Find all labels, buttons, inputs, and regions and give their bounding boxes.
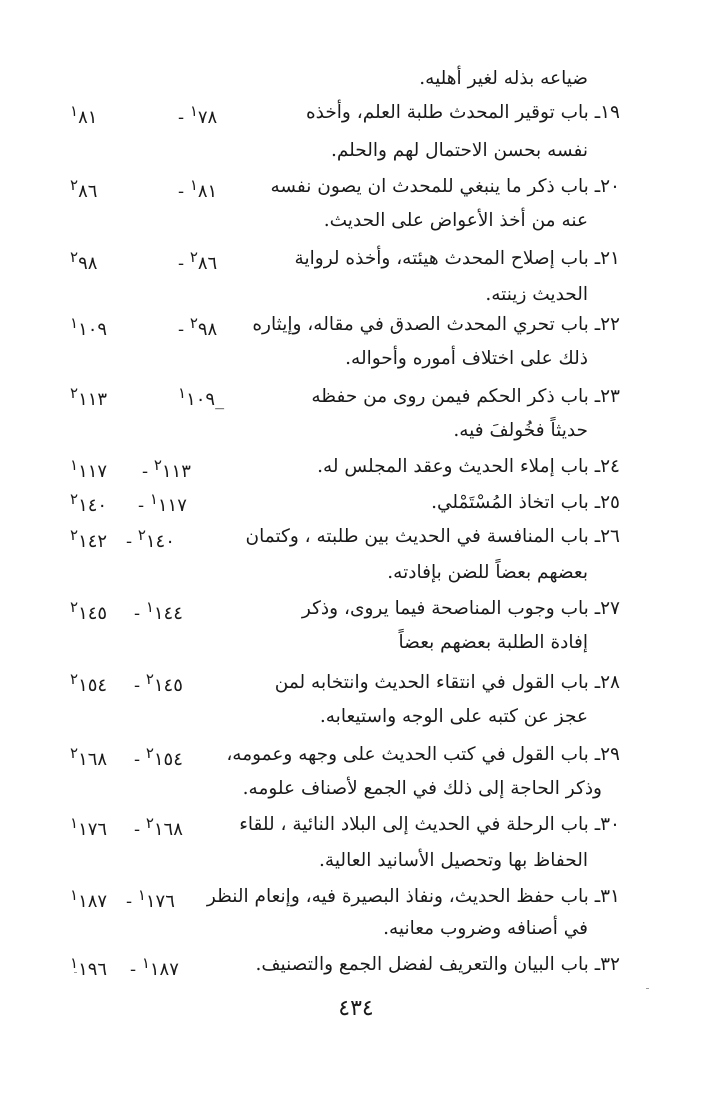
page-mark: ٢ — [70, 384, 79, 402]
entry-continuation: الحفاظ بها وتحصيل الأسانيد العالية. — [319, 850, 588, 871]
entry-pages: $^١$١٧٦ - $^٢$١٦٨ — [70, 814, 183, 840]
page-to: ١٩٦ — [78, 959, 108, 980]
entry-title: ٢٦ـ باب المنافسة في الحديث بين طلبته ، وكتمان — [245, 526, 620, 547]
page-mark: ٢ — [145, 670, 154, 688]
entry-title: ٣٠ـ باب الرحلة في الحديث إلى البلاد النائية ، للقاء — [239, 814, 620, 835]
page-mark: ٢ — [153, 456, 162, 474]
page-from: ١٤٥ — [153, 675, 183, 696]
page-mark: ١ — [137, 886, 146, 904]
entry-title: ٢٢ـ باب تحري المحدث الصدق في مقاله، وإيثاره — [252, 314, 620, 335]
entry-pages: $^٢$١٥٤ - $^٢$١٤٥ — [70, 670, 183, 696]
page-from: ١٧٦ — [145, 891, 175, 912]
entry-title: ٢٣ـ باب ذكر الحكم فيمن روى من حفظه — [311, 386, 620, 407]
entry-continuation: عجز عن كتبه على الوجه واستيعابه. — [319, 706, 588, 727]
entry-continuation: حديثاً فخُولفَ فيه. — [453, 420, 588, 441]
page-to: ١١٣ — [78, 389, 108, 410]
page-mark: ١ — [149, 490, 158, 508]
page-to: ١٤٥ — [78, 603, 108, 624]
entry-pages: $^١$١٩٦ - $^١$١٨٧ — [70, 954, 179, 980]
page-mark: ٢ — [70, 744, 79, 762]
page-mark: ١ — [189, 102, 198, 120]
page-mark: ٢ — [189, 248, 198, 266]
page-mark: ٢ — [137, 526, 146, 544]
page-to: ٨١ — [78, 107, 98, 128]
entry-pages: $^٢$٩٨ - $^٢$٨٦ — [70, 248, 218, 274]
page-mark: ١ — [70, 814, 79, 832]
entry-title: ١٩ـ باب توقير المحدث طلبة العلم، وأخذه — [305, 102, 620, 123]
page-from: ١١٧ — [157, 495, 187, 516]
entry-title: ٣١ـ باب حفظ الحديث، ونفاذ البصيرة فيه، وإنعام النظر — [206, 886, 620, 907]
entry-continuation: ذلك على اختلاف أموره وأحواله. — [345, 348, 588, 369]
page-to: ١٤٢ — [78, 531, 108, 552]
page-mark: ٢ — [70, 176, 79, 194]
page-mark: ١ — [189, 176, 198, 194]
page-from: ١٤٤ — [153, 603, 183, 624]
page-from: ١٨٧ — [149, 959, 179, 980]
page-from: ٨١ — [197, 181, 218, 202]
page-to: ١١٧ — [78, 461, 108, 482]
entry-title: ٢١ـ باب إصلاح المحدث هيئته، وأخذه لرواية — [294, 248, 620, 269]
page-mark: ٢ — [70, 490, 79, 508]
entry-pages: $^٢$٨٦ - $^١$٨١ — [70, 176, 218, 202]
entry-pages: $^٢$١٤٥ - $^١$١٤٤ — [70, 598, 183, 624]
entry-continuation: بعضهم بعضاً للضن بإفادته. — [387, 562, 588, 583]
page-to: ٨٦ — [78, 181, 98, 202]
page-from: ١٦٨ — [153, 819, 183, 840]
entry-title: ٢٠ـ باب ذكر ما ينبغي للمحدث ان يصون نفسه — [270, 176, 620, 197]
page-mark: ٢ — [70, 670, 79, 688]
page-from: ٩٨ — [197, 319, 218, 340]
entry-continuation: نفسه بحسن الاحتمال لهم والحلم. — [330, 140, 588, 161]
page-mark: ٢ — [145, 744, 154, 762]
page-from: ١٤٠ — [145, 531, 175, 552]
page-to: ١٦٨ — [78, 749, 108, 770]
entry-continuation: إفادة الطلبة بعضهم بعضاً — [398, 632, 588, 653]
entry-title: ٢٥ـ باب اتخاذ المُسْتَمْلي. — [431, 492, 620, 513]
page-mark: ١ — [70, 954, 79, 972]
scan-speck — [646, 988, 649, 989]
page-mark: ١ — [141, 954, 150, 972]
entry-continuation: وذكر الحاجة إلى ذلك في الجمع لأصناف علومه. — [242, 778, 602, 799]
page-mark: ١ — [145, 598, 154, 616]
page-number: ٤٣٤ — [338, 996, 374, 1021]
page-mark: ١ — [70, 314, 79, 332]
entry-pages: $^١$١٠٩ - $^٢$٩٨ — [70, 314, 218, 340]
entry-continuation: الحديث زينته. — [485, 284, 588, 305]
page-from: ١١٣ — [161, 461, 191, 482]
page-mark: ٢ — [70, 526, 79, 544]
entry-pages: $^٢$١٦٨ - $^٢$١٥٤ — [70, 744, 183, 770]
entry-continuation: في أصنافه وضروب معانيه. — [383, 918, 588, 939]
entry-pages: $^١$٨١ - $^١$٧٨ — [70, 102, 218, 128]
page-from: ٨٦ — [197, 253, 218, 274]
page-to: ١٥٤ — [78, 675, 108, 696]
page-mark: ٢ — [70, 598, 79, 616]
page-from: ١٥٤ — [153, 749, 183, 770]
page-mark: ٢ — [189, 314, 198, 332]
entry-pages: $^٢$١١٣ $^١$١٠٩_ — [70, 384, 225, 410]
entry-title: ٢٨ـ باب القول في انتقاء الحديث وانتخابه لمن — [274, 672, 620, 693]
entry-pages: $^٢$١٤٢ - $^٢$١٤٠ — [70, 526, 175, 552]
entry-pages: $^٢$١٤٠ - $^١$١١٧ — [70, 490, 187, 516]
entry-title: ٢٧ـ باب وجوب المناصحة فيما يروى، وذكر — [301, 598, 620, 619]
entry-title: ٢٤ـ باب إملاء الحديث وعقد المجلس له. — [317, 456, 620, 477]
page-mark: ١ — [70, 102, 79, 120]
page-mark: ١ — [178, 384, 187, 402]
entry-pages: $^١$١٨٧ - $^١$١٧٦ — [70, 886, 175, 912]
page-mark: ٢ — [145, 814, 154, 832]
page-to: ١٠٩ — [78, 319, 108, 340]
page-mark: ٢ — [70, 248, 79, 266]
page-mark: ١ — [70, 456, 79, 474]
page-from: ٧٨ — [197, 107, 218, 128]
page-to: ١٧٦ — [78, 819, 108, 840]
entry-title: ٣٢ـ باب البيان والتعريف لفضل الجمع والتصنيف. — [255, 954, 620, 975]
entry-title: ٢٩ـ باب القول في كتب الحديث على وجهه وعمومه، — [226, 744, 620, 765]
intro-continuation: ضياعه بذله لغير أهليه. — [419, 68, 588, 89]
page-to: ١٨٧ — [78, 891, 108, 912]
entry-pages: $^١$١١٧ - $^٢$١١٣ — [70, 456, 191, 482]
entry-continuation: عنه من أخذ الأعواض على الحديث. — [323, 210, 588, 231]
scan-speck — [74, 972, 77, 973]
page-to: ١٤٠ — [78, 495, 108, 516]
page-from: ١٠٩ — [186, 389, 216, 410]
page-mark: ١ — [70, 886, 79, 904]
page-to: ٩٨ — [78, 253, 98, 274]
